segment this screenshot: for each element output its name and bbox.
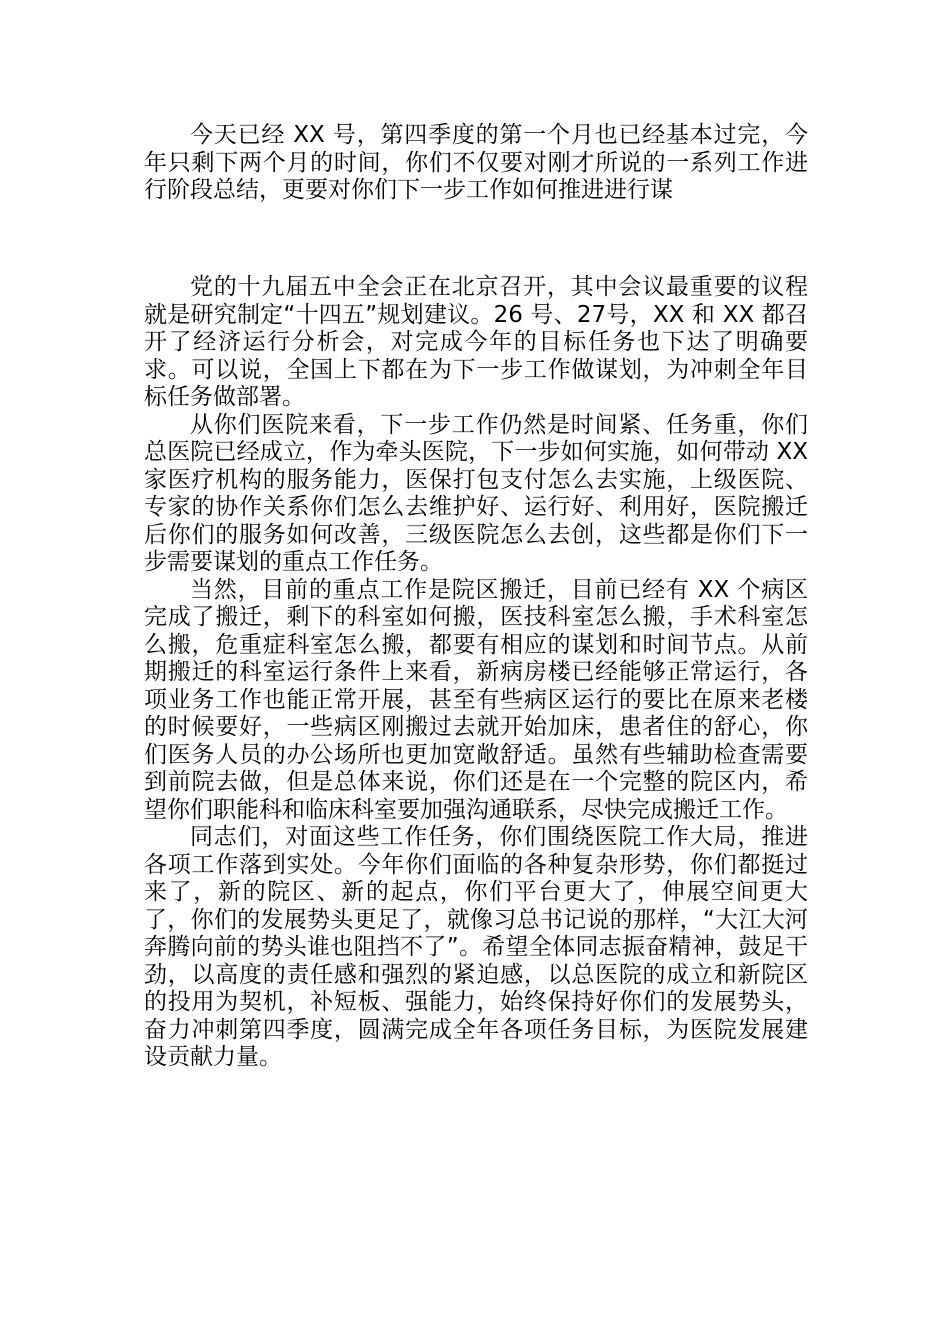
paragraph-1: 今天已经 XX 号，第四季度的第一个月也已经基本过完，今年只剩下两个月的时间，你们不仅要对刚才所说的一系列工作进行阶段总结，更要对你们下一步工作如何推进进行谋 — [144, 122, 808, 203]
body-section — [144, 274, 808, 1072]
paragraph-4: 当然，目前的重点工作是院区搬迁，目前已经有 XX 个病区完成了搬迁，剩下的科室如何搬，医技科室怎么搬，手术科室怎么搬，危重症科室怎么搬，都要有相应的谋划和时间节点。从前期搬迁的科室运行条件上来看，新病房楼已经能够正常运行，各项业务工作也能正常开展，甚至有些病区运行的要比在原来老楼的时候要好，一些病区刚搬过去就开始加床，患者住的舒心，你们医务人员的办公场所也更加宽敞舒适。虽然有些辅助检查需要到前院去做，但是总体来说，你们还是在一个完整的院区内，希望你们职能科和临床科室要加强沟通联系，尽快完成搬迁工作。 — [144, 576, 808, 823]
paragraph-5: 同志们，对面这些工作任务，你们围绕医院工作大局，推进各项工作落到实处。今年你们面临的各种复杂形势，你们都挺过来了，新的院区、新的起点，你们平台更大了，伸展空间更大了，你们的发展势头更足了，就像习总书记说的那样，“大江大河奔腾向前的势头谁也阻挡不了”。希望全体同志振奋精神，鼓足干劲，以高度的责任感和强烈的紧迫感，以总医院的成立和新院区的投用为契机，补短板、强能力，始终保持好你们的发展势头，奋力冲刺第四季度，圆满完成全年各项任务目标，为医院发展建设贡献力量。 — [144, 824, 808, 1070]
paragraph-2: 党的十九届五中全会正在北京召开，其中会议最重要的议程就是研究制定“十四五”规划建议。26 号、27号，XX 和 XX 都召开了经济运行分析会，对完成今年的目标任务也下达了明确要求。可以说，全国上下都在为下一步工作做谋划，为冲刺全年目标任务做部署。 — [144, 274, 808, 410]
opening-section — [144, 122, 808, 205]
paragraph-3: 从你们医院来看，下一步工作仍然是时间紧、任务重，你们总医院已经成立，作为牵头医院，下一步如何实施，如何带动 XX 家医疗机构的服务能力，医保打包支付怎么去实施，上级医院、专家的协作关系你们怎么去维护好、运行好、利用好，医院搬迁后你们的服务如何改善，三级医院怎么去创，这些都是你们下一步需要谋划的重点工作任务。 — [144, 411, 808, 575]
